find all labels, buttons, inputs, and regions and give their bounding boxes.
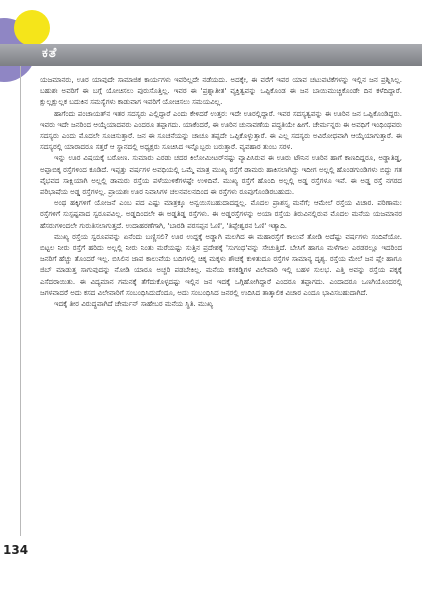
margin-divider bbox=[20, 66, 21, 536]
decorative-yellow-circle bbox=[14, 10, 50, 46]
article-body bbox=[40, 74, 402, 554]
page-number: 134 bbox=[3, 543, 29, 557]
paragraph: ಇನ್ನು ಊರ ವಿಷಯಕ್ಕೆ ಬರೋಣ. ಸುಮಾರು ಎರಡು ಚದರ ಕಿಲೋಮೀಟರ್‌ನಷ್ಟು ವ್ಯಾಪಿಸಿರುವ ಈ ಊರು ಟೌನಿನ ಊರಿನ ಹಾಗೆ ಕಾಣದಿದ್ದರೂ, ಅಡ್ಡಾತಿಡ್ಡ, ಅಪ್ಪಾಬಿಕ್ಕ ರಸ್ತೆಗಳಿಂದ ಕೂಡಿದೆ. ಇಪ್ಪತ್ತು ವರ್ಷಗಳ ಅವಧಿಯಲ್ಲಿ ಒಮ್ಮೆ ಮಾತ್ರ ಮುಖ್ಯ ರಸ್ತೆಗೆ ಡಾಮರು ಹಾಕಿಸಲಾಗಿದ್ದು ಇದೀಗ ಅಲ್ಲಲ್ಲಿ ಹೊಂಡಗುಂಡಿಗಳು ಬಿದ್ದು ಗತ ವೈಭವದ ಸಾಕ್ಷಿಯಾಗಿ ಅಲ್ಲಲ್ಲಿ ಡಾಮರು ರಸ್ತೆಯ ಪಳೆಯುಳಿಕೆಗಳಷ್ಟೇ ಉಳಿದಿವೆ. ಮುಖ್ಯ ರಸ್ತೆಗೆ ಹೊಂದಿ ಅಲ್ಲಲ್ಲಿ ಅಡ್ಡ ರಸ್ತೆಗಳೂ ಇವೆ. ಈ ಅಡ್ಡ ರಸ್ತೆ ನಗರದ ಪರಿಭಾಷೆಯ ಅಡ್ಡ ರಸ್ತೆಗಳಲ್ಲ. ಪ್ರಾಯಶಃ ಊರ ನಿವಾಸಿಗಳ ಚಲನವಲನದಿಂದ ಈ ರಸ್ತೆಗಳು ರೂಪುಗೊಂಡಿರಬಹುದು. bbox=[40, 153, 402, 197]
paragraph: ಇದಕ್ಕೆ ತೀರ ವಿರುದ್ಧವಾಗಿದೆ ಚೇರ್ಮನ್ ಸಾಹೇಬರ ಮನೆಯ ಸ್ಥಿತಿ. ಮುಖ್ಯ bbox=[54, 299, 214, 309]
section-label: ಕತೆ bbox=[42, 46, 58, 61]
paragraph: ಮುಖ್ಯ ರಸ್ತೆಯ ಸ್ವರೂಪವನ್ನು ಏನೆಂದು ಬಣ್ಣಿಸಲಿ? ಊರ ಉದ್ದಕ್ಕೆ ಅಡ್ಡಾಗಿ ಮಲಗಿದ ಈ ಮಹಾರಸ್ತೆಗೆ ಕಾಲುವೆ ತೋಡಿ ಅದೆಷ್ಟು ವರ್ಷಗಳು ಸಂದಿವೆಯೋ. ಬಿಟ್ಟಲ ನೀರು ರಸ್ತೆಗೆ ಹರಿದು ಅಲ್ಲಲ್ಲಿ ನೀರು ನಿಂತು ಮರೆಯಷ್ಟು ಸುತ್ತಿನ ಪ್ರದೇಶಕ್ಕೆ 'ಸುಗಂಧ'ವನ್ನು ಸೇಚುತ್ತಿದೆ. ಬೇಸಿಗೆ ಹಾಗೂ ಮಳೆಗಾಲ ಎರಡರಲ್ಲೂ ಇದರಿಂದ ಜನರಿಗೆ ಹೆಚ್ಚು ತೊಂದರೆ ಇಲ್ಲ. ಬಿಸಿಲಿನ ಜಾವ ಕಾಲುವೆಯ ಬದಿಗಳಲ್ಲಿ ಚಿಕ್ಕ ಮಕ್ಕಳು ಶೌಚಕ್ಕೆ ಕುಳಿತುದೂ ರಸ್ತೆಗಳ ಸಾಮಾನ್ಯ ದೃಶ್ಯ. ರಸ್ತೆಯ ಮೇಲೆ ಜನ ಪ್ಲೇ ಹಾಗೂ ಜಿಬ್ ಮಾಡುತ್ತ ಸಾಗುವುದನ್ನು ನೋಡಿ ಯಾರೂ ಅಚ್ಚರಿ ಪಡಬೇಕಿಲ್ಲ. ಮನೆಯ ಕಸಕಡ್ಡಿಗಳ ವಿಲೇವಾರಿ ಇಲ್ಲಿ ಬಹಳ ಸುಲಭ. ಎತ್ತಿ ಅವನ್ನು ರಸ್ತೆಯ ಪಕ್ಕಕ್ಕೆ ಎಸೆದರಾಯಿತು. ಈ ವಿದ್ಯಮಾನ ಗಮನಕ್ಕೆ ತೆಗೆದುಕೊಳ್ಳದಷ್ಟು ಇಲ್ಲಿನ ಜನ ಇದಕ್ಕೆ ಒಗ್ಗಿಹೋಗಿದ್ದಾರೆ ಎಂದರೂ ತಪ್ಪಾಗದು. ಎಂದಾದರೂ ಒಣಗಿಯೊಂದರಲ್ಲಿ ಜಗಳವಾದರೆ ಅದು ಕಸದ ವಿಲೇವಾರಿಗೆ ಸಂಬಂಧಿಸಿದುದೆಂದೂ, ಅದು ಸಂಬಂಧಿಸಿದ ಜನರಲ್ಲಿ ಉದಿಸಿದ ತಾತ್ಕಾಲಿಕ ವಿಚಾರ ಎಂದೂ ಭಾವಿಸಬಹುದಾಗಿದೆ. bbox=[40, 231, 402, 297]
paragraph: ಅಂಥ ಹಕ್ಕಿಗಳಿಗೆ ಯೋಜನೆ ಎಂಬ ಪದ ಎಷ್ಟು ಮಾತ್ರಕ್ಕೂ ಅನ್ವಯಿಸಬಹುದಾದದ್ದಲ್ಲ. ಮೊದಲ ಪ್ರಾಶಸ್ತ್ಯ ಮನೆಗೆ; ಆಮೇಲೆ ರಸ್ತೆಯ ವಿಚಾರ. ಪರಿಣಾಮ: ರಸ್ತೆಗಳಿಗೆ ಸುಸ್ಪಷ್ಟವಾದ ಸ್ವರೂಪವಿಲ್ಲ. ಅಡ್ಡದಿಂದಲೇ ಈ ಅಡ್ಡತಿಡ್ಡ ರಸ್ತೆಗಳು. ಈ ಅಡ್ಡರಸ್ತೆಗಳನ್ನು ಅಯಾ ರಸ್ತೆಯ ತಿರುವಿನಲ್ಲಿರುವ ಮೊದಲ ಮನೆಯ ಯಜಮಾನರ ಹೆಸರುಗಳಿಂದಲೇ ಗುರುತಿಸಲಾಗುತ್ತದೆ. ಉದಾಹರಣೆಗಾಗಿ, 'ಬಾರಡಿ ಪರಸಪ್ಪನ ಓಣಿ', 'ತಿಪ್ಪೇಶ್ವರನ ಓಣಿ' ಇತ್ಯಾದಿ. bbox=[40, 198, 402, 230]
paragraph: ಹಾಗೆಂದು ಪಂಚಾಯತ್‌ನ ಇತರ ಸದಸ್ಯರು ಎಲ್ಲಿದ್ದಾರೆ ಎಂದು ಕೇಳಿದರೆ ಉತ್ತರ: ಇದೇ ಊರಲ್ಲಿದ್ದಾರೆ. ಇವರ ಸದಸ್ಯತ್ವವನ್ನು ಈ ಊರಿನ ಜನ ಒಪ್ಪಿಕೊಂಡಿದ್ದರು. ಇವರು ಇದೇ ಜನರಿಂದ ಆಯ್ಕೆಯಾದವರು ಎಂದರೂ ತಪ್ಪಾಗದು. ಯಾಕೆಂದರೆ, ಈ ಊರಿನ ಚುನಾವಣೆಯ ಪದ್ಧತಿಯೇ ಹೀಗೆ. ಚೇರ್ಮನ್ನರು ಈ ಅವಧಿಗೆ ಇಂಥಿಂಥವರು ಸದಸ್ಯರು ಎಂದು ಮೊದಲೇ ಸೂಚಿಸುತ್ತಾರೆ. ಜನ ಈ ಸೂಚನೆಯನ್ನು ಚಾಚೂ ತಪ್ಪದೇ ಒಪ್ಪಿಕೊಳ್ಳುತ್ತಾರೆ. ಈ ಎಲ್ಲ ಸದಸ್ಯರು ಅವಿರೋಧವಾಗಿ ಆಯ್ಕೆಯಾಗುತ್ತಾರೆ. ಈ ಸದಸ್ಯರಲ್ಲಿ ಯಾರಾದರೂ ಸತ್ತರೆ ಆ ಸ್ಥಾನದಲ್ಲಿ ಅಧ್ಯಕ್ಷರು ಸೂಚಿಸಿದ ಇನ್ನೊಬ್ಬರು ಬರುತ್ತಾರೆ. ವ್ಯವಹಾರ ತುಂಬ ಸರಳ. bbox=[40, 108, 402, 152]
paragraph: ಯಜಮಾನರು, ಊರ ಯಾವುದೇ ಸಾಮಾಜಿಕ ಕಾರ್ಯಗಳು ಇವರಿಲ್ಲದೇ ನಡೆಯದು. ಅದಕ್ಕೇ, ಈ ವರೆಗೆ ಇವರ ಯಾವ ಚಟುವಟಿಕೆಗಳನ್ನು ಇಲ್ಲಿನ ಜನ ಪ್ರಶ್ನಿಸಿಲ್ಲ. ಬಹುಶಃ ಅವರಿಗೆ ಈ ಬಗ್ಗೆ ಯೋಚಿಸಲು ಪುರುಸೊತ್ತಿಲ್ಲ. ಇವರ ಈ 'ಪ್ರಶ್ನಾತೀತ' ವ್ಯಕ್ತಿತ್ವವನ್ನು ಒಪ್ಪಿಕೊಂಡ ಈ ಜನ ಬಾಯಿಮುಚ್ಚಿಕೊಂಡೇ ದಿನ ಕಳೆದಿದ್ದಾರೆ. ಕ್ಷುಲ್ಲಕ್ಷುಲ್ಲಕ ಬದುಕಿನ ಸಮಸ್ಯೆಗಳು ಕಾಡುವಾಗ ಇವರಿಗೆ ಯೋಚಿಸಲು ಸಮಯವಿಲ್ಲ. bbox=[40, 75, 402, 107]
section-header-bar bbox=[0, 44, 422, 66]
